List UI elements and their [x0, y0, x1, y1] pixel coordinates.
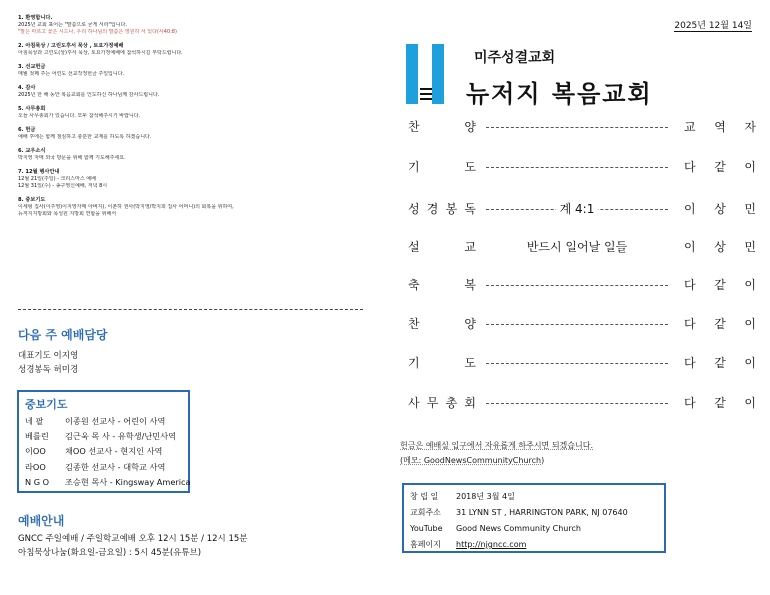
- notice-title: 7. 12월 행사안내: [18, 169, 60, 175]
- notice-title: 1. 환영합니다.: [18, 15, 53, 21]
- service-person-char: 이: [744, 356, 756, 370]
- bulletin-cover: [400, 0, 760, 595]
- notice-item: [18, 147, 363, 162]
- notice-line: 12월 21일(주일) - 크리스마스 예배: [18, 176, 96, 182]
- service-person-char: 역: [714, 120, 726, 134]
- service-person-char: 상: [714, 240, 726, 254]
- notice-title: 6. 헌금: [18, 127, 36, 133]
- homepage-link[interactable]: http://njgncc.com: [456, 540, 527, 549]
- notice-title: 2. 아침묵상 / 고린도후서 묵상 , 토요가정예배: [18, 43, 124, 49]
- intercession-row: [25, 429, 182, 444]
- service-person-char: 다: [684, 396, 696, 410]
- notice-line: 2025년 한 해 동안 복음교회를 인도하신 하나님께 감사드립니다.: [18, 92, 160, 98]
- service-item-label: [408, 200, 476, 217]
- service-person-char: 민: [744, 202, 756, 216]
- service-item-person: [684, 158, 756, 175]
- intercession-region: 네 팔: [25, 416, 44, 426]
- notice-item: [18, 42, 363, 57]
- notice-line: 오늘 사무총회가 있습니다. 모두 참석해주시기 바랍니다.: [18, 113, 141, 119]
- church-subtitle: 미주성결교회: [474, 50, 556, 66]
- notice-line: 매월 첫째 주는 어린도 선교작정헌금 주일입니다.: [18, 71, 125, 77]
- next-week-line: 성경봉독 허미경: [18, 365, 79, 375]
- service-item-label: [408, 354, 476, 371]
- service-person-char: 상: [714, 202, 726, 216]
- service-person-char: 이: [744, 278, 756, 292]
- service-row: [408, 238, 756, 258]
- intercession-missionary: 이종원 선교사 - 어린이 사역: [65, 416, 166, 426]
- church-info-key: 창 립 일: [410, 492, 439, 501]
- service-label-char: 봉: [445, 202, 458, 216]
- service-item-person: [684, 118, 756, 135]
- service-label-char: 회: [464, 396, 476, 410]
- church-info-value: Good News Community Church: [456, 524, 581, 533]
- church-info-row: [410, 537, 658, 553]
- worship-info-title: 예배안내: [18, 514, 65, 528]
- service-item-label: [408, 238, 476, 255]
- service-label-char: 사: [408, 396, 420, 410]
- notice-item: [18, 105, 363, 120]
- service-row: [408, 354, 756, 374]
- service-item-person: [684, 276, 756, 293]
- service-person-char: 이: [744, 160, 756, 174]
- intercession-region: 베를린: [25, 431, 49, 442]
- church-name: 뉴저지 복음교회: [466, 80, 653, 108]
- service-person-char: 같: [714, 317, 726, 331]
- notice-item: [18, 126, 363, 141]
- service-person-char: 이: [744, 317, 756, 331]
- service-row: [408, 276, 756, 296]
- notice-line: 아침묵상과 고린도(상)후서 묵상, 토요가정예배에 참석하시길 부탁드립니다.: [18, 50, 183, 56]
- service-detail-text: 반드시 일어날 일들: [523, 240, 631, 254]
- service-person-char: 자: [744, 120, 756, 134]
- service-label-char: 찬: [408, 120, 420, 134]
- notice-line: 박지영 자매 외국 방문을 위해 함께 기도해주세요.: [18, 155, 126, 161]
- service-label-char: 도: [464, 356, 476, 370]
- service-person-char: 다: [684, 317, 696, 331]
- notice-line: 2025년 교회 표어는 "말씀으로 굳게 서라"입니다.: [18, 22, 127, 28]
- intercession-row: [25, 444, 182, 459]
- service-dotted-leader: [486, 167, 668, 168]
- notice-item: [18, 196, 363, 218]
- service-person-char: 다: [684, 356, 696, 370]
- intercession-missionary: 김근욱 목 사 - 유학생/난민사역: [65, 431, 177, 442]
- notice-line: 뉴저지지방회와 목성원 지방회 연합을 위해서: [18, 211, 117, 217]
- next-week-section: [18, 326, 108, 377]
- service-label-char: 기: [408, 160, 420, 174]
- service-label-char: 찬: [408, 317, 420, 331]
- notice-item: [18, 168, 363, 190]
- church-info-row: [410, 521, 658, 537]
- service-row: [408, 315, 756, 335]
- service-detail-text: 계 4:1: [556, 202, 599, 216]
- worship-info-line: 아침묵상나눔(화요일-금요일) : 5시 45분(유튜브): [18, 548, 202, 558]
- service-label-char: 독: [464, 202, 476, 216]
- church-info-key: 홈페이지: [410, 540, 441, 549]
- service-row: [408, 118, 756, 138]
- service-item-label: [408, 276, 476, 293]
- service-label-char: 성: [408, 202, 420, 216]
- offering-line: (메모: GoodNewsCommunityChurch): [400, 456, 545, 465]
- church-info-value: 31 LYNN ST , HARRINGTON PARK, NJ 07640: [456, 508, 628, 517]
- notice-item: [18, 84, 363, 99]
- service-label-char: 총: [445, 396, 458, 410]
- service-row: [408, 200, 756, 220]
- service-item-person: [684, 238, 756, 255]
- service-label-char: 교: [464, 240, 476, 254]
- bulletin-date: 2025년 12월 14일: [674, 18, 752, 32]
- service-person-char: 이: [744, 396, 756, 410]
- service-item-person: [684, 200, 756, 217]
- worship-info-line: GNCC 주일예배 / 주일학교예배 오후 12시 15분 / 12시 15분: [18, 534, 248, 544]
- next-week-line: 대표기도 이지영: [18, 351, 79, 361]
- service-item-person: [684, 394, 756, 411]
- intercession-missionary: 채OO 선교사 - 현지인 사역: [65, 446, 163, 457]
- service-dotted-leader: [486, 127, 668, 128]
- service-person-char: 같: [714, 160, 726, 174]
- service-item-person: [684, 354, 756, 371]
- service-item-label: [408, 394, 476, 411]
- intercession-missionary: 조승현 목사 - Kingsway America: [65, 476, 191, 487]
- service-label-char: 양: [464, 120, 476, 134]
- service-person-char: 같: [714, 396, 726, 410]
- intercession-missionary: 김종한 선교사 - 대학교 사역: [65, 461, 166, 472]
- intercession-box: [17, 390, 190, 493]
- service-dotted-leader: [486, 363, 668, 364]
- notice-item: [18, 14, 363, 36]
- service-label-char: 양: [464, 317, 476, 331]
- next-week-title: 다음 주 예배담당: [18, 328, 108, 342]
- service-person-char: 이: [684, 240, 696, 254]
- church-logo-icon: [404, 44, 456, 104]
- church-info-box: [402, 483, 666, 553]
- service-person-char: 다: [684, 160, 696, 174]
- notice-line: "말은 마르고 꽃은 시드나, 우리 하나님의 말씀은 영원히 서 있다(사40:8): [18, 29, 177, 35]
- intercession-region: 이OO: [25, 446, 46, 457]
- service-item-detail: [486, 200, 668, 217]
- church-info-row: [410, 489, 658, 505]
- service-person-char: 다: [684, 278, 696, 292]
- service-label-char: 도: [464, 160, 476, 174]
- service-item-detail: [486, 238, 668, 255]
- service-person-char: 이: [684, 202, 696, 216]
- worship-info-section: [18, 512, 248, 560]
- service-person-char: 같: [714, 356, 726, 370]
- service-label-char: 축: [408, 278, 420, 292]
- service-dotted-leader: [486, 324, 668, 325]
- notice-title: 8. 중보기도: [18, 197, 46, 203]
- church-info-value: 2018년 3월 4일: [456, 492, 515, 501]
- service-dotted-leader: [486, 403, 668, 404]
- service-item-label: [408, 118, 476, 135]
- service-item-label: [408, 315, 476, 332]
- offering-line: 헌금은 예배실 입구에서 자유롭게 하주시면 되겠습니다.: [400, 441, 593, 450]
- service-row: [408, 158, 756, 178]
- church-info-key: YouTube: [410, 524, 443, 533]
- service-row: [408, 394, 756, 414]
- intercession-row: [25, 414, 182, 429]
- church-info-key: 교회주소: [410, 508, 441, 517]
- service-person-char: 같: [714, 278, 726, 292]
- service-person-char: 교: [684, 120, 696, 134]
- announcements: [18, 14, 363, 224]
- intercession-title: 중보기도: [25, 398, 68, 411]
- notice-title: 3. 선교헌금: [18, 64, 46, 70]
- intercession-region: N G O: [25, 476, 50, 487]
- notice-line: 12월 31일(수) - 송구영신예배, 저녁 8시: [18, 183, 108, 189]
- intercession-row: [25, 475, 191, 490]
- service-label-char: 경: [426, 202, 439, 216]
- intercession-region: 라OO: [25, 461, 46, 472]
- notice-title: 5. 사무총회: [18, 106, 46, 112]
- notice-line: 이세형 집사(이주영)이지영자매 아버지), 이춘하 권사(박지영/박지희 집사 어머니)의 회복을 위하여,: [18, 204, 234, 210]
- service-label-char: 기: [408, 356, 420, 370]
- service-item-label: [408, 158, 476, 175]
- intercession-row: [25, 460, 182, 475]
- service-dotted-leader: [486, 285, 668, 286]
- notice-line: 예배 후에는 함께 점심하고 충분한 교제를 하도록 하겠습니다.: [18, 134, 152, 140]
- offering-note: [400, 438, 593, 468]
- service-label-char: 복: [464, 278, 476, 292]
- notice-item: [18, 63, 363, 78]
- notice-title: 6. 교우소식: [18, 148, 46, 154]
- service-person-char: 민: [744, 240, 756, 254]
- divider: [18, 309, 363, 310]
- notice-title: 4. 감사: [18, 85, 36, 91]
- service-item-person: [684, 315, 756, 332]
- service-label-char: 설: [408, 240, 420, 254]
- service-label-char: 무: [426, 396, 439, 410]
- church-info-row: [410, 505, 658, 521]
